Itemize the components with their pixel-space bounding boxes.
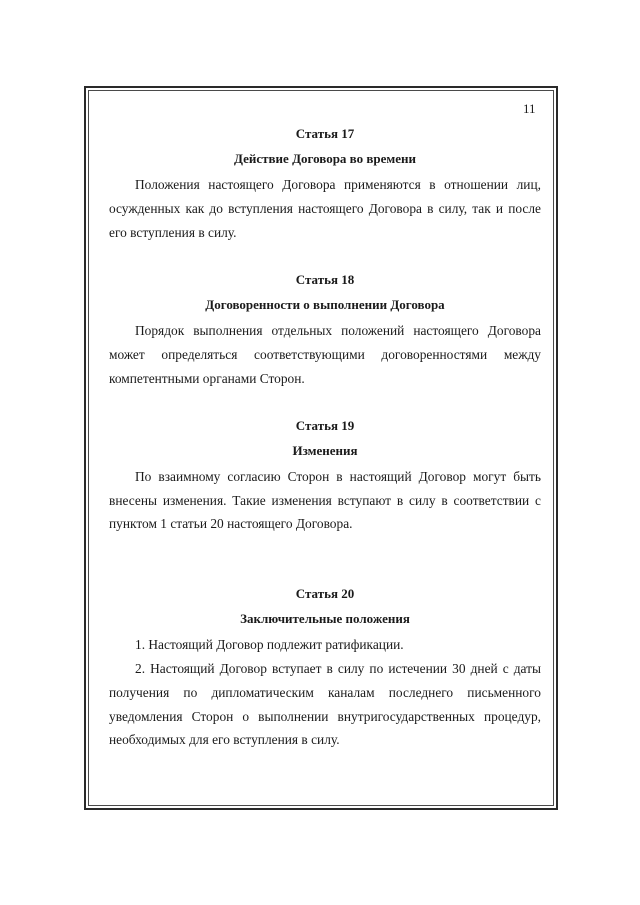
document-body bbox=[109, 124, 541, 752]
article-paragraph: Положения настоящего Договора применяются в отношении лиц, осужденных как до вступления настоящего Договора в силу, так и после его вступления в силу. bbox=[109, 177, 541, 240]
article-heading: Договоренности о выполнении Договора bbox=[205, 297, 445, 313]
article-paragraph: По взаимному согласию Сторон в настоящий Договор могут быть внесены изменения. Такие изменения вступают в силу в соответствии с пунктом 1 статьи 20 настоящего Договора. bbox=[109, 468, 541, 532]
article-heading: Изменения bbox=[292, 442, 358, 458]
article-number: Статья 18 bbox=[295, 272, 355, 288]
article-paragraph: 1. Настоящий Договор подлежит ратификации. bbox=[135, 637, 404, 653]
article-18 bbox=[109, 270, 541, 390]
article-paragraph: 2. Настоящий Договор вступает в силу по истечении 30 дней с даты получения по дипломатическим каналам последнего письменного уведомления Сторон о выполнении внутригосударственных процедур, необходимых для его вступления в силу. bbox=[109, 660, 541, 748]
article-19 bbox=[109, 416, 541, 536]
article-20 bbox=[109, 584, 541, 752]
article-number: Статья 17 bbox=[295, 126, 355, 141]
article-heading: Заключительные положения bbox=[240, 611, 410, 627]
article-number: Статья 19 bbox=[295, 417, 355, 433]
page-number: 11 bbox=[523, 101, 536, 116]
article-heading: Действие Договора во времени bbox=[234, 151, 416, 166]
article-17 bbox=[109, 124, 541, 244]
article-number: Статья 20 bbox=[295, 586, 355, 602]
article-paragraph: Порядок выполнения отдельных положений настоящего Договора может определяться соответствующими договоренностями между компетентными органами Сторон. bbox=[109, 323, 541, 386]
